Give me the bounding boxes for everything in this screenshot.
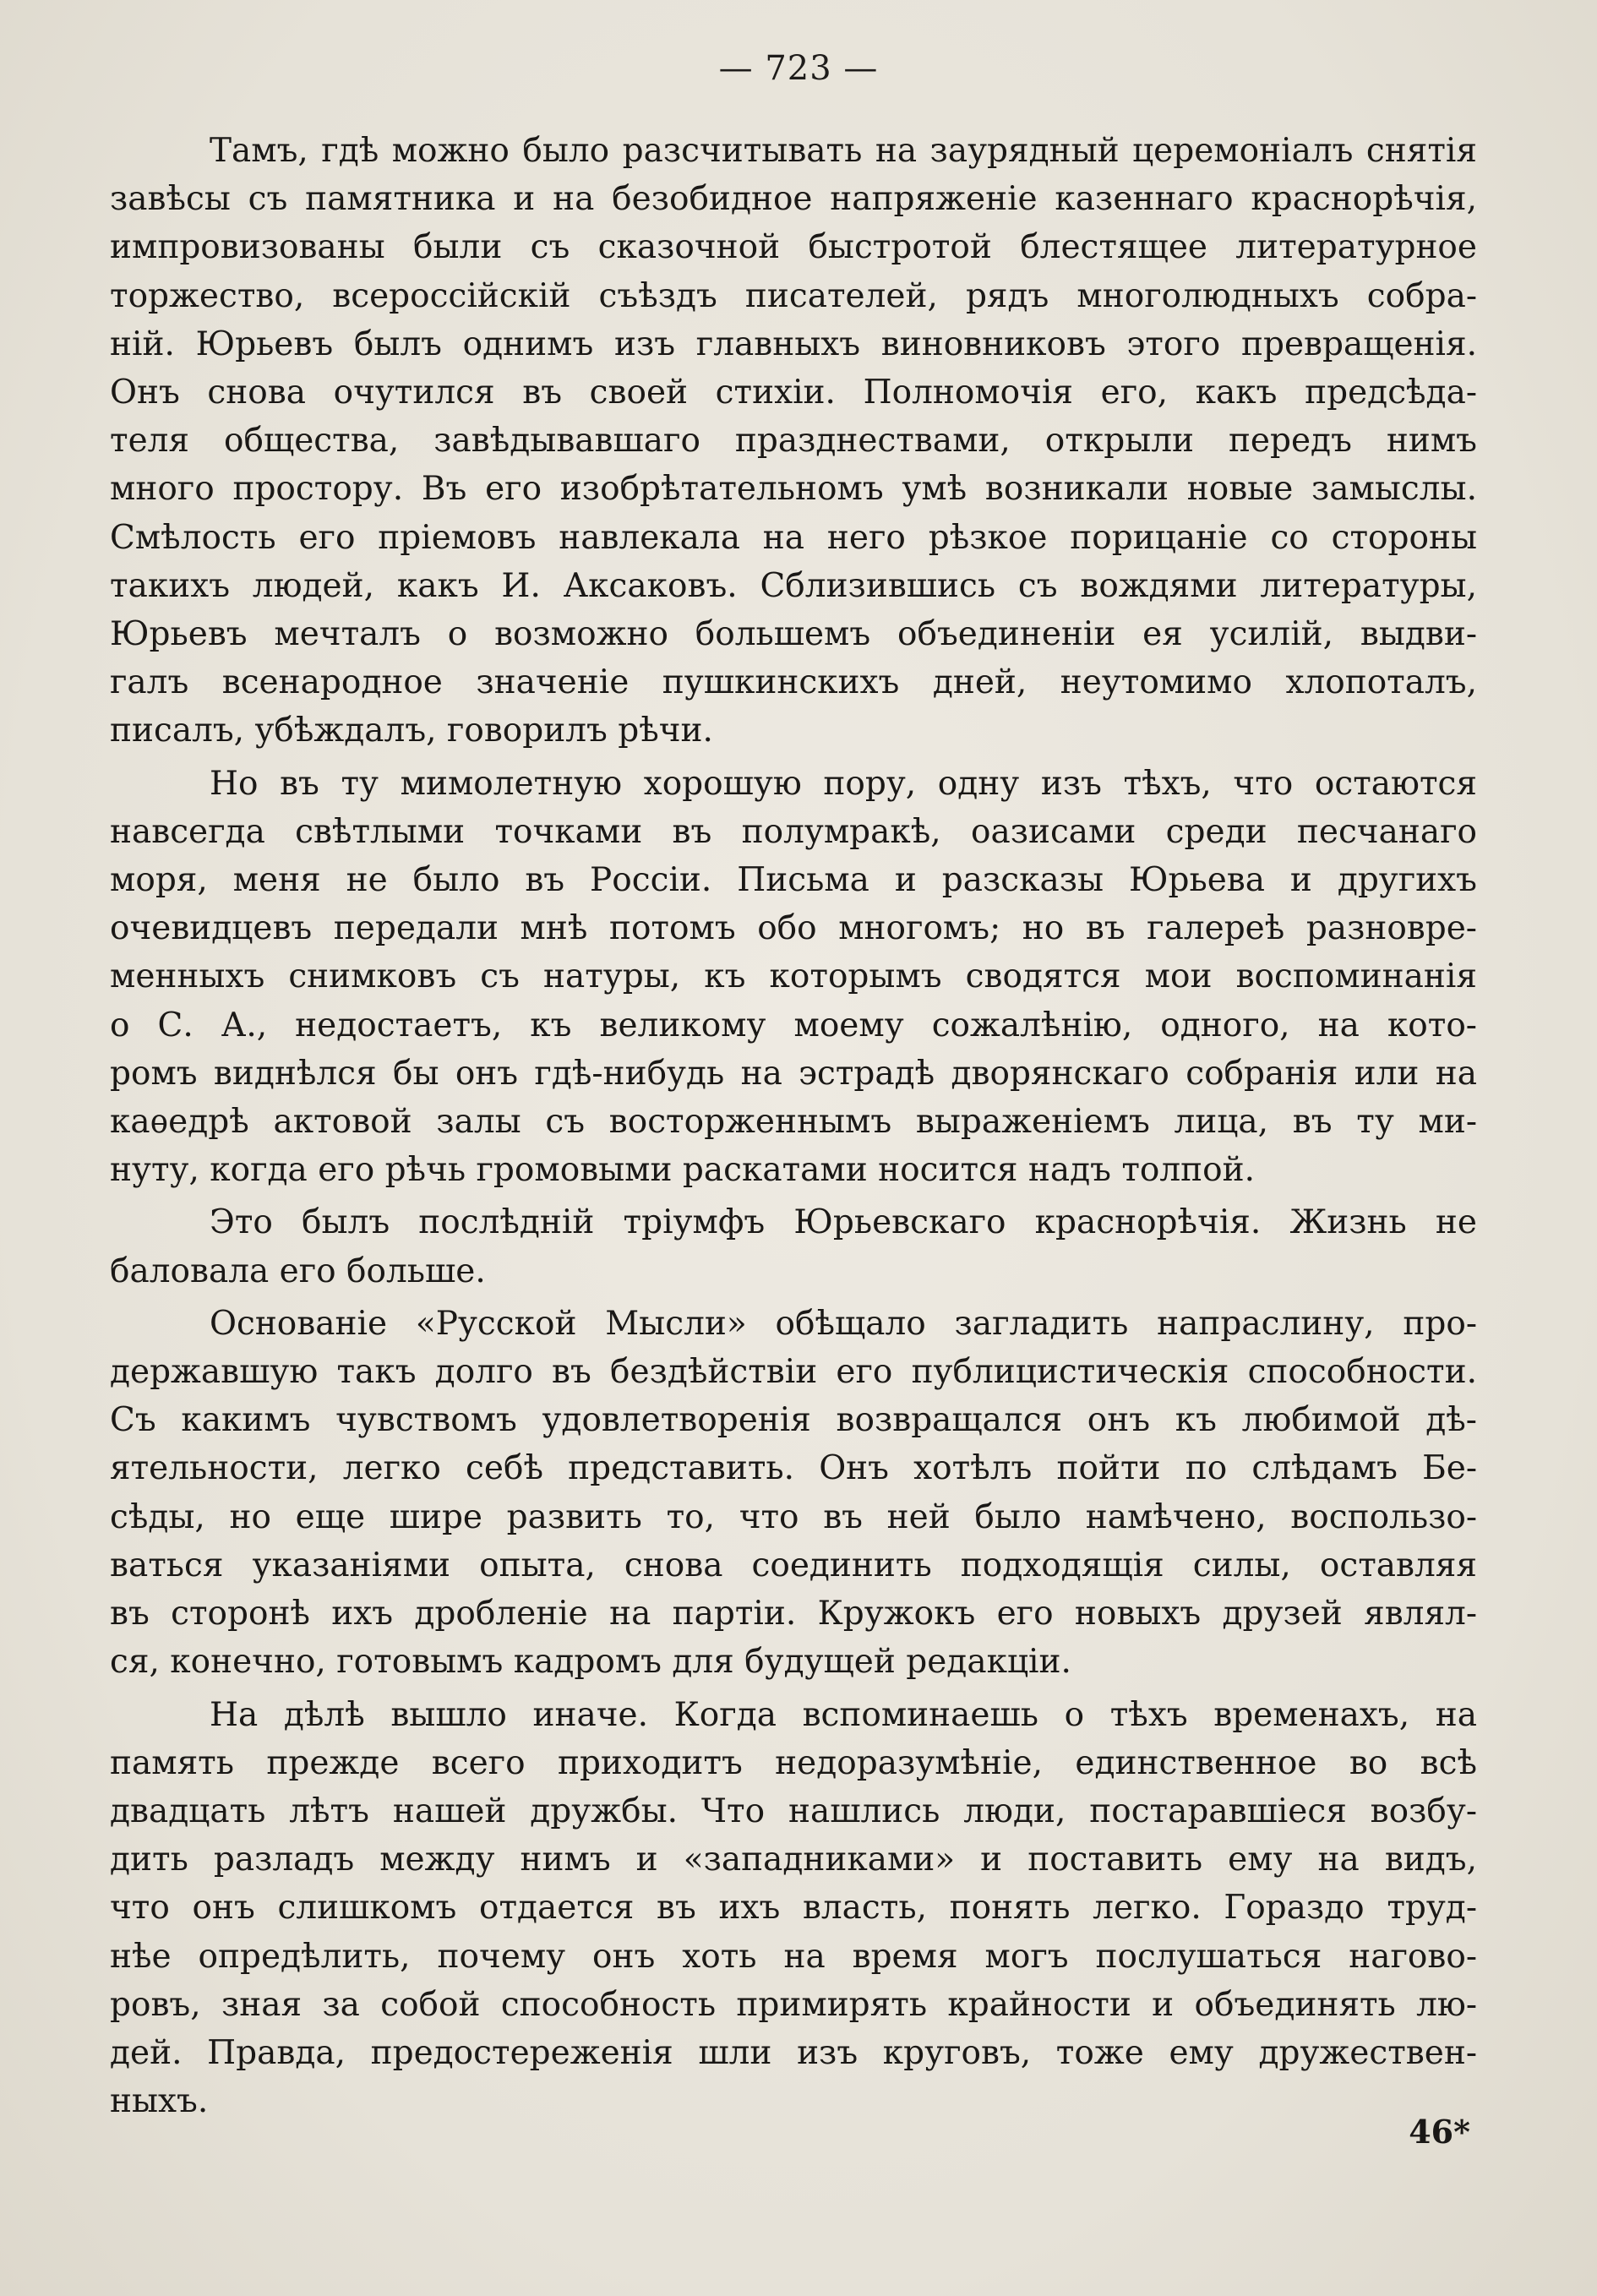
- text-line: въ сторонѣ ихъ дробленіе на партіи. Кружокъ его новыхъ друзей являл-: [110, 1595, 1477, 1633]
- text-line: ятельности, легко себѣ представить. Онъ хотѣлъ пойти по слѣдамъ Бе-: [110, 1449, 1477, 1488]
- page-number: — 723 —: [718, 49, 879, 88]
- text-line: державшую такъ долго въ бездѣйствіи его публицистическія способности.: [110, 1353, 1477, 1392]
- text-line: моря, меня не было въ Россіи. Письма и разсказы Юрьева и другихъ: [110, 861, 1477, 900]
- text-line: дей. Правда, предостереженія шли изъ круговъ, тоже ему дружествен-: [110, 2033, 1477, 2072]
- paragraph-4: [110, 1300, 1477, 1687]
- paragraph-3: [110, 1198, 1477, 1295]
- text-line: ромъ виднѣлся бы онъ гдѣ-нибудь на эстрадѣ дворянскаго собранія или на: [110, 1054, 1477, 1093]
- text-line: ныхъ.: [110, 2082, 209, 2121]
- body-text: [110, 127, 1477, 2130]
- paragraph-5: [110, 1691, 1477, 2126]
- text-line: менныхъ снимковъ съ натуры, къ которымъ сводятся мои воспоминанія: [110, 957, 1477, 996]
- text-line: нѣе опредѣлить, почему онъ хоть на время могъ послушаться нагово-: [110, 1937, 1477, 1976]
- signature-mark: 46*: [1409, 2113, 1470, 2151]
- text-line: баловала его больше.: [110, 1252, 486, 1290]
- text-line: галъ всенародное значеніе пушкинскихъ дней, неутомимо хлопоталъ,: [110, 663, 1477, 702]
- text-line: завѣсы съ памятника и на безобидное напряженіе казеннаго краснорѣчія,: [110, 180, 1477, 219]
- text-line: писалъ, убѣждалъ, говорилъ рѣчи.: [110, 712, 713, 750]
- text-line: торжество, всероссійскій съѣздъ писателей, рядъ многолюдныхъ собра-: [110, 276, 1477, 315]
- text-line: теля общества, завѣдывавшаго празднествами, открыли передъ нимъ: [110, 422, 1477, 461]
- text-line: нуту, когда его рѣчь громовыми раскатами носится надъ толпой.: [110, 1151, 1256, 1190]
- text-line: ваться указаніями опыта, снова соединить подходящія силы, оставляя: [110, 1546, 1477, 1584]
- text-line: что онъ слишкомъ отдается въ ихъ власть, понять легко. Гораздо труд-: [110, 1889, 1477, 1928]
- text-line: очевидцевъ передали мнѣ потомъ обо многомъ; но въ галереѣ разновре-: [110, 909, 1477, 948]
- text-line: Но въ ту мимолетную хорошую пору, одну изъ тѣхъ, что остаются: [210, 764, 1477, 803]
- text-line: Это былъ послѣдній тріумфъ Юрьевскаго краснорѣчія. Жизнь не: [210, 1203, 1477, 1242]
- text-line: такихъ людей, какъ И. Аксаковъ. Сблизившись съ вождями литературы,: [110, 566, 1477, 605]
- text-line: Основаніе «Русской Мысли» обѣщало загладить напраслину, про-: [210, 1304, 1477, 1343]
- text-line: На дѣлѣ вышло иначе. Когда вспоминаешь о тѣхъ временахъ, на: [210, 1695, 1477, 1734]
- text-line: о С. А., недостаетъ, къ великому моему сожалѣнію, одного, на кото-: [110, 1006, 1477, 1044]
- text-line: Тамъ, гдѣ можно было разсчитывать на заурядный церемоніалъ снятія: [210, 132, 1477, 170]
- paragraph-2: [110, 760, 1477, 1195]
- paragraph-1: [110, 127, 1477, 755]
- text-line: сѣды, но еще шире развить то, что въ ней было намѣчено, воспользо-: [110, 1497, 1477, 1536]
- text-line: ся, конечно, готовымъ кадромъ для будущей редакціи.: [110, 1643, 1071, 1682]
- text-line: ній. Юрьевъ былъ однимъ изъ главныхъ виновниковъ этого превращенія.: [110, 324, 1477, 363]
- text-line: Юрьевъ мечталъ о возможно большемъ объединеніи ея усилій, выдви-: [110, 615, 1477, 654]
- text-line: дить разладъ между нимъ и «западниками» и поставить ему на видъ,: [110, 1841, 1477, 1879]
- text-line: Онъ снова очутился въ своей стихіи. Полномочія его, какъ предсѣда-: [110, 374, 1477, 412]
- text-line: ровъ, зная за собой способность примирять крайности и объединять лю-: [110, 1985, 1477, 2024]
- text-line: много простору. Въ его изобрѣтательномъ умѣ возникали новые замыслы.: [110, 470, 1477, 509]
- text-line: каѳедрѣ актовой залы съ восторженнымъ выраженіемъ лица, въ ту ми-: [110, 1103, 1477, 1142]
- text-line: навсегда свѣтлыми точками въ полумракѣ, оазисами среди песчанаго: [110, 812, 1477, 851]
- text-line: двадцать лѣтъ нашей дружбы. Что нашлись люди, постаравшіеся возбу-: [110, 1792, 1477, 1830]
- text-line: импровизованы были съ сказочной быстротой блестящее литературное: [110, 228, 1477, 267]
- text-line: Съ какимъ чувствомъ удовлетворенія возвращался онъ къ любимой дѣ-: [110, 1401, 1477, 1440]
- text-line: Смѣлость его пріемовъ навлекала на него рѣзкое порицаніе со стороны: [110, 518, 1477, 557]
- text-line: память прежде всего приходитъ недоразумѣніе, единственное во всѣ: [110, 1743, 1477, 1782]
